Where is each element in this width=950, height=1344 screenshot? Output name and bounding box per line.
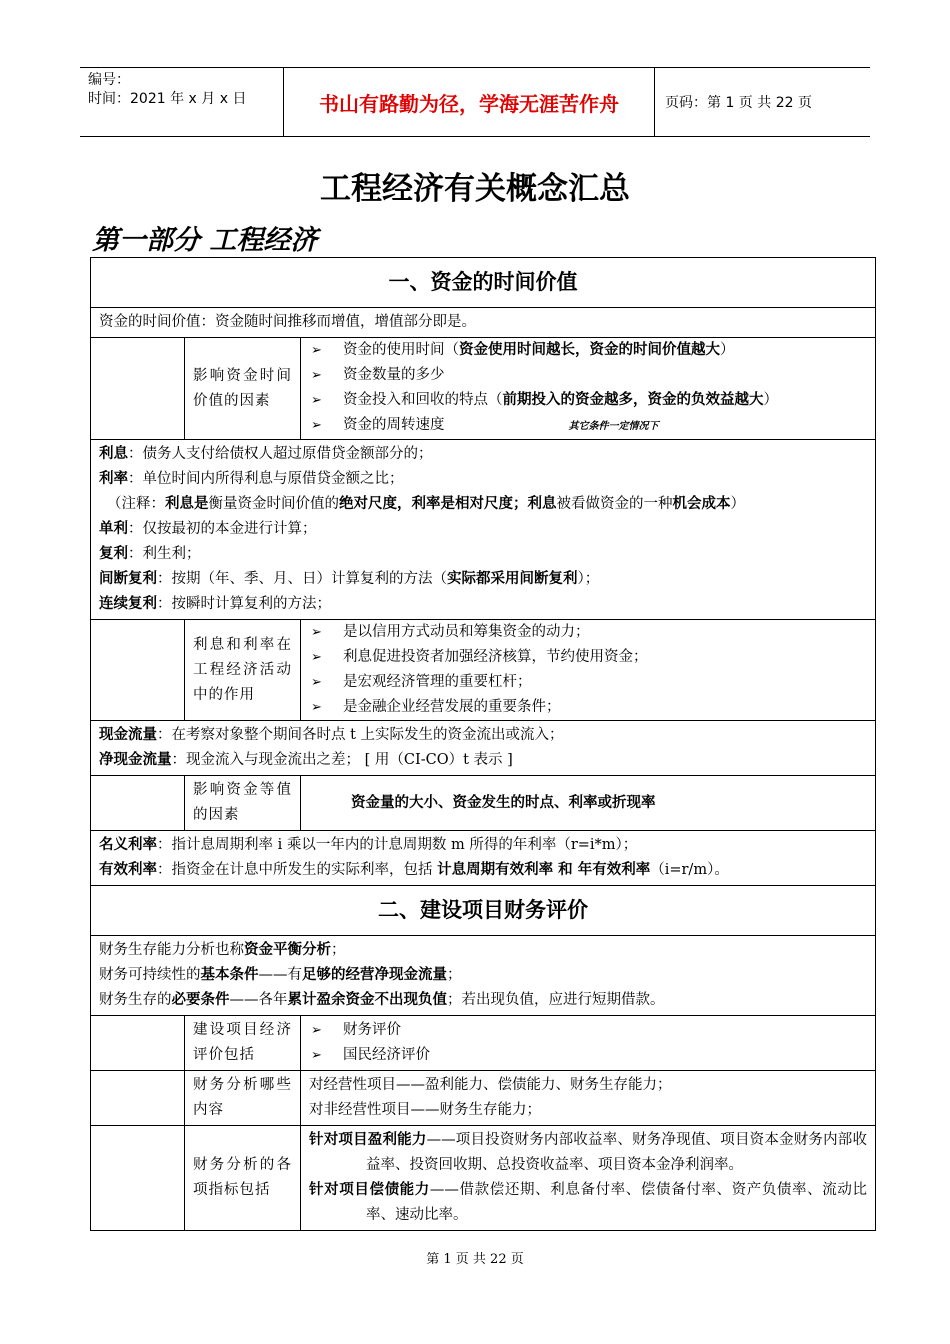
list-item: ➢ 是宏观经济管理的重要杠杆； — [309, 670, 867, 695]
list-item: ➢ 是以信用方式动员和筹集资金的动力； — [309, 620, 867, 645]
content-item: 对经营性项目——盈利能力、偿债能力、财务生存能力； — [309, 1077, 672, 1093]
list-item: ➢ 是金融企业经营发展的重要条件； — [309, 695, 867, 720]
content-table — [90, 257, 876, 1231]
roles-list — [309, 620, 867, 720]
list-item: ➢ 资金的周转速度 其它条件一定情况下 — [309, 413, 867, 439]
section1-heading: 一、资金的时间价值 — [91, 258, 876, 308]
equivalence-text: 资金量的大小、资金发生的时点、利率或折现率 — [301, 776, 876, 831]
equivalence-row — [91, 776, 876, 831]
factors-note: 其它条件一定情况下 — [568, 421, 659, 432]
list-item: ➢ 利息促进投资者加强经济核算，节约使用资金； — [309, 645, 867, 670]
factors-row — [91, 338, 876, 440]
list-item: ➢ 资金的使用时间（资金使用时间越长，资金的时间价值越大） — [309, 338, 867, 363]
date-label: 时间：2021 年 x 月 x 日 — [88, 91, 247, 107]
header-page-info: 页码：第 1 页 共 22 页 — [665, 95, 812, 111]
rates-block: 名义利率：指计息周期利率 i 乘以一年内的计息周期数 m 所得的年利率（r=i*m）； 有效利率：指资金在计息中所发生的实际利率，包括 计息周期有效利率 和 年有效利率（i=r/m）。 — [91, 831, 876, 886]
evaluation-list — [309, 1018, 867, 1068]
header-motto: 书山有路勤为径，学海无涯苦作舟 — [283, 68, 655, 136]
header-meta — [88, 71, 284, 109]
list-item: ➢ 财务评价 — [309, 1018, 867, 1043]
contents-row — [91, 1071, 876, 1126]
profit-indicators: 针对项目盈利能力——项目投资财务内部收益率、财务净现值、项目资本金财务内部收益率、投资回收期、总投资收益率、项目资本金净利润率。 — [309, 1132, 868, 1173]
indicators-row — [91, 1126, 876, 1231]
definitions-block: 利息：债务人支付给债权人超过原借贷金额部分的； 利率：单位时间内所得利息与原借贷金额之比； （注释：利息是衡量资金时间价值的绝对尺度，利率是相对尺度；利息被看做资金的一种机会成本） 单利：仅按最初的本金进行计算； 复利：利生利； 间断复利：按期（年、季、月、日）计算复利的方法（实际都采用间断复利）； 连续复利：按瞬时计算复利的方法； — [91, 440, 876, 620]
page-footer: 第 1 页 共 22 页 — [426, 1252, 524, 1267]
part-title: 第一部分 工程经济 — [92, 225, 318, 256]
document-title: 工程经济有关概念汇总 — [320, 171, 630, 207]
factors-label: 影响资金时间价值的因素 — [185, 338, 301, 440]
list-item: ➢ 国民经济评价 — [309, 1043, 867, 1068]
list-item: ➢ 资金数量的多少 — [309, 363, 867, 388]
blank-cell — [91, 338, 185, 440]
number-label: 编号： — [88, 72, 130, 88]
factors-list — [309, 338, 867, 439]
blank-cell — [91, 1016, 185, 1071]
section1-intro: 资金的时间价值：资金随时间推移而增值，增值部分即是。 — [91, 308, 876, 338]
section2-heading: 二、建设项目财务评价 — [91, 886, 876, 936]
blank-cell — [91, 776, 185, 831]
content-item: 对非经营性项目——财务生存能力； — [309, 1102, 541, 1118]
viability-block: 财务生存能力分析也称资金平衡分析； 财务可持续性的基本条件——有足够的经营净现金流量； 财务生存的必要条件——各年累计盈余资金不出现负值；若出现负值，应进行短期借款。 — [91, 936, 876, 1016]
roles-label: 利息和利率在工程经济活动中的作用 — [185, 620, 301, 721]
cashflow-block: 现金流量：在考察对象整个期间各时点 t 上实际发生的资金流出或流入； 净现金流量：现金流入与现金流出之差； [ 用（CI-CO）t 表示 ] — [91, 721, 876, 776]
blank-cell — [91, 620, 185, 721]
list-item: ➢ 资金投入和回收的特点（前期投入的资金越多，资金的负效益越大） — [309, 388, 867, 413]
equivalence-label: 影响资金等值的因素 — [185, 776, 301, 831]
evaluation-label: 建设项目经济评价包括 — [185, 1016, 301, 1071]
blank-cell — [91, 1071, 185, 1126]
indicators-label: 财务分析的各项指标包括 — [185, 1126, 301, 1231]
debt-indicators: 针对项目偿债能力——借款偿还期、利息备付率、偿债备付率、资产负债率、流动比率、速动比率。 — [309, 1182, 868, 1223]
contents-label: 财务分析哪些内容 — [185, 1071, 301, 1126]
roles-row — [91, 620, 876, 721]
page-header — [80, 67, 870, 137]
blank-cell — [91, 1126, 185, 1231]
evaluation-row — [91, 1016, 876, 1071]
